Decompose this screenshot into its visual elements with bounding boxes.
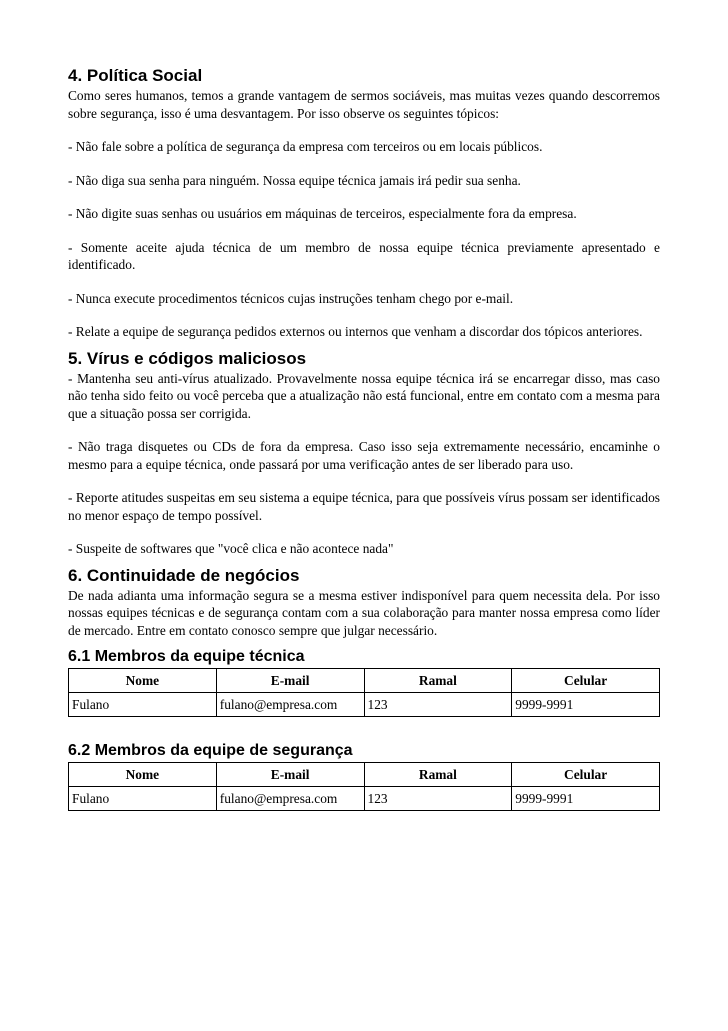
column-header-ramal: Ramal xyxy=(364,763,512,787)
paragraph: De nada adianta uma informação segura se a mesma estiver indisponível para quem necessita dela. Por isso nossas equipes técnicas e de segurança contam com a sua colaboração para manter nossa empresa como líder de mercado. Entre em contato conosco sempre que julgar necessário. xyxy=(68,587,660,638)
section-6-1-title: 6.1 Membros da equipe técnica xyxy=(68,648,305,665)
column-header-ramal: Ramal xyxy=(364,669,512,693)
paragraph: - Não diga sua senha para ninguém. Nossa equipe técnica jamais irá pedir sua senha. xyxy=(68,172,521,188)
cell-email: fulano@empresa.com xyxy=(216,787,364,811)
column-header-email: E-mail xyxy=(216,763,364,787)
document-page xyxy=(68,66,660,811)
paragraph: Como seres humanos, temos a grande vantagem de sermos sociáveis, mas muitas vezes quando descorremos sobre segurança, isso é uma desvantagem. Por isso observe os seguintes tópicos: xyxy=(68,88,660,121)
paragraph: - Somente aceite ajuda técnica de um membro de nossa equipe técnica previamente apresentado e identificado. xyxy=(68,239,660,272)
column-header-nome: Nome xyxy=(69,763,217,787)
paragraph: - Nunca execute procedimentos técnicos cujas instruções tenham chego por e-mail. xyxy=(68,290,514,306)
column-header-celular: Celular xyxy=(512,763,660,787)
paragraph: - Reporte atitudes suspeitas em seu sistema a equipe técnica, para que possíveis vírus possam ser identificados no menor espaço de tempo possível. xyxy=(68,490,660,523)
section-5-title: 5. Vírus e códigos maliciosos xyxy=(68,348,307,368)
table-header-row xyxy=(69,669,660,693)
cell-nome: Fulano xyxy=(69,693,217,717)
paragraph: - Mantenha seu anti-vírus atualizado. Provavelmente nossa equipe técnica irá se encarregar disso, mas caso não tenha sido feito ou você perceba que a atualização não está funcional, entre em contato com a mesma para que a situação possa ser corrigida. xyxy=(68,370,660,421)
paragraph: - Relate a equipe de segurança pedidos externos ou internos que venham a discordar dos tópicos anteriores. xyxy=(68,324,643,339)
cell-email: fulano@empresa.com xyxy=(216,693,364,717)
paragraph: - Suspeite de softwares que "você clica e não acontece nada" xyxy=(68,541,394,556)
cell-celular: 9999-9991 xyxy=(512,787,660,811)
section-6-title: 6. Continuidade de negócios xyxy=(68,565,300,585)
column-header-nome: Nome xyxy=(69,669,217,693)
cell-celular: 9999-9991 xyxy=(512,693,660,717)
cell-ramal: 123 xyxy=(364,787,512,811)
spacer xyxy=(68,717,660,741)
table-row xyxy=(69,787,660,811)
table-header-row xyxy=(69,763,660,787)
section-6-2-title: 6.2 Membros da equipe de segurança xyxy=(68,742,353,759)
section-4-title: 4. Política Social xyxy=(68,66,203,85)
cell-nome: Fulano xyxy=(69,787,217,811)
paragraph: - Não fale sobre a política de segurança da empresa com terceiros ou em locais públicos. xyxy=(68,139,543,154)
column-header-email: E-mail xyxy=(216,669,364,693)
paragraph: - Não traga disquetes ou CDs de fora da empresa. Caso isso seja extremamente necessário, encaminhe o mesmo para a equipe técnica, onde passará por uma verificação antes de ser liberado para uso. xyxy=(68,439,660,472)
cell-ramal: 123 xyxy=(364,693,512,717)
column-header-celular: Celular xyxy=(512,669,660,693)
security-team-table xyxy=(68,762,660,811)
paragraph: - Não digite suas senhas ou usuários em máquinas de terceiros, especialmente fora da empresa. xyxy=(68,206,577,221)
tech-team-table xyxy=(68,668,660,717)
table-row xyxy=(69,693,660,717)
